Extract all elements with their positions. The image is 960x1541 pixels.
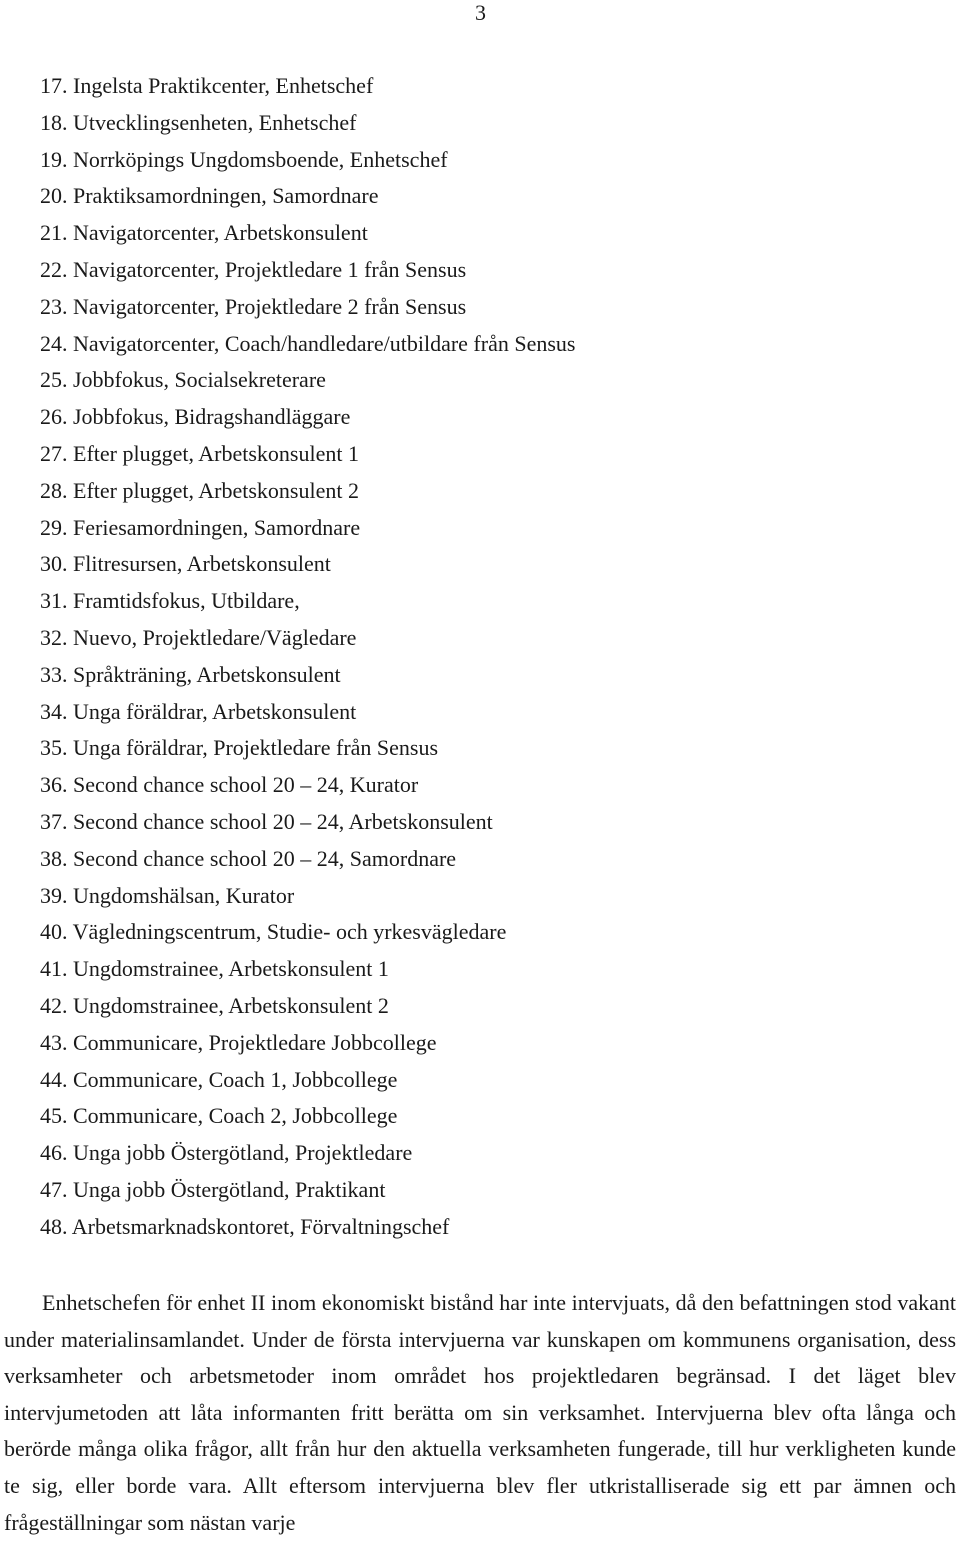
list-item-text: Praktiksamordningen, Samordnare [73, 183, 379, 209]
list-item-text: Unga jobb Östergötland, Praktikant [73, 1176, 386, 1202]
list-item-number: 47. [40, 1176, 68, 1202]
list-item-text: Ungdomshälsan, Kurator [73, 882, 295, 908]
list-item-number: 24. [40, 330, 68, 356]
list-item-number: 42. [40, 992, 68, 1018]
list-item [40, 105, 575, 142]
list-item [40, 878, 575, 915]
list-item [40, 804, 575, 841]
list-item-text: Navigatorcenter, Coach/handledare/utbildare från Sensus [73, 330, 576, 356]
list-item [40, 546, 575, 583]
list-item-number: 45. [40, 1103, 68, 1129]
list-item-text: Second chance school 20 – 24, Kurator [73, 772, 419, 798]
list-item-number: 44. [40, 1066, 68, 1092]
list-item-number: 20. [40, 183, 68, 209]
list-item-text: Ingelsta Praktikcenter, Enhetschef [73, 73, 374, 98]
list-item-text: Second chance school 20 – 24, Samordnare [73, 845, 457, 871]
list-item [40, 252, 575, 289]
list-item-number: 37. [40, 808, 68, 834]
list-item-text: Språkträning, Arbetskonsulent [73, 661, 341, 687]
list-item-number: 38. [40, 845, 68, 871]
list-item-text: Nuevo, Projektledare/Vägledare [73, 624, 357, 650]
list-item-number: 40. [40, 919, 68, 945]
list-item-text: Jobbfokus, Socialsekreterare [73, 367, 326, 393]
list-item-number: 21. [40, 220, 68, 246]
list-item [40, 767, 575, 804]
list-item-number: 23. [40, 293, 68, 319]
list-item-number: 33. [40, 661, 68, 687]
list-item [40, 68, 575, 105]
list-item-number: 31. [40, 588, 68, 614]
list-item-text: Utvecklingsenheten, Enhetschef [73, 109, 357, 135]
list-item-text: Second chance school 20 – 24, Arbetskonsulent [73, 808, 493, 834]
list-item [40, 326, 575, 363]
list-item [40, 1135, 575, 1172]
list-item [40, 362, 575, 399]
list-item [40, 399, 575, 436]
list-item [40, 841, 575, 878]
list-item-text: Communicare, Projektledare Jobbcollege [73, 1029, 437, 1055]
list-item-text: Navigatorcenter, Projektledare 2 från Sensus [73, 293, 467, 319]
list-item-text: Unga jobb Östergötland, Projektledare [73, 1140, 413, 1166]
list-item-text: Navigatorcenter, Arbetskonsulent [73, 220, 368, 246]
list-item-text: Framtidsfokus, Utbildare, [73, 588, 300, 614]
list-item [40, 1209, 575, 1246]
list-item-number: 26. [40, 404, 68, 430]
list-item-text: Vägledningscentrum, Studie- och yrkesvägledare [72, 919, 507, 945]
list-item [40, 620, 575, 657]
list-item-text: Jobbfokus, Bidragshandläggare [73, 404, 351, 430]
list-item [40, 951, 575, 988]
list-item-text: Efter plugget, Arbetskonsulent 2 [73, 477, 359, 503]
list-item-number: 28. [40, 477, 68, 503]
list-item-text: Ungdomstrainee, Arbetskonsulent 1 [73, 956, 389, 982]
list-item [40, 142, 575, 179]
list-item-number: 29. [40, 514, 68, 540]
list-item-number: 43. [40, 1029, 68, 1055]
list-item-text: Flitresursen, Arbetskonsulent [73, 551, 331, 577]
list-item [40, 694, 575, 731]
list-item [40, 1172, 575, 1209]
list-item-number: 19. [40, 146, 68, 172]
list-item [40, 473, 575, 510]
list-item-number: 25. [40, 367, 68, 393]
list-item-number: 30. [40, 551, 68, 577]
list-item-number: 32. [40, 624, 68, 650]
informant-list [40, 68, 575, 1246]
list-item-text: Ungdomstrainee, Arbetskonsulent 2 [73, 992, 389, 1018]
list-item-number: 17. [40, 73, 68, 98]
list-item [40, 914, 575, 951]
list-item-text: Unga föräldrar, Arbetskonsulent [73, 698, 357, 724]
list-item-text: Arbetsmarknadskontoret, Förvaltningschef [71, 1213, 450, 1239]
list-item-number: 46. [40, 1140, 68, 1166]
list-item-text: Efter plugget, Arbetskonsulent 1 [73, 440, 359, 466]
list-item-number: 18. [40, 109, 68, 135]
list-item [40, 289, 575, 326]
list-item [40, 215, 575, 252]
list-item [40, 436, 575, 473]
list-item-text: Norrköpings Ungdomsboende, Enhetschef [73, 146, 448, 172]
list-item [40, 730, 575, 767]
list-item-text: Navigatorcenter, Projektledare 1 från Sensus [73, 256, 467, 282]
list-item [40, 988, 575, 1025]
list-item-number: 48. [40, 1213, 68, 1239]
page-number: 3 [475, 0, 486, 25]
list-item-number: 34. [40, 698, 68, 724]
list-item [40, 1098, 575, 1135]
list-item [40, 510, 575, 547]
list-item-number: 35. [40, 735, 68, 761]
list-item [40, 1025, 575, 1062]
list-item-number: 36. [40, 772, 68, 798]
body-paragraph: Enhetschefen för enhet II inom ekonomiskt bistånd har inte intervjuats, då den befattningen stod vakant under materialinsamlandet. Under de första intervjuerna var kunskapen om kommunens organisation, dess verksamheter och arbetsmetoder inom området hos projektledaren begränsad. I det läget blev intervjumetoden att låta informanten fritt berätta om sin verksamhet. Intervjuerna blev ofta långa och berörde många olika frågor, allt från hur den aktuella verksamheten fungerade, till hur verkligheten kunde te sig, eller borde vara. Allt eftersom intervjuerna blev fler utkristalliserade sig ett par ämnen och frågeställningar som nästan varje [4, 1290, 956, 1535]
list-item-number: 41. [40, 956, 68, 982]
list-item-text: Communicare, Coach 2, Jobbcollege [73, 1103, 398, 1129]
list-item-number: 27. [40, 440, 68, 466]
list-item [40, 657, 575, 694]
list-item-text: Feriesamordningen, Samordnare [73, 514, 361, 540]
list-item [40, 1062, 575, 1099]
list-item [40, 178, 575, 215]
list-item-text: Communicare, Coach 1, Jobbcollege [73, 1066, 398, 1092]
list-item-number: 22. [40, 256, 68, 282]
list-item-number: 39. [40, 882, 68, 908]
list-item [40, 583, 575, 620]
list-item-text: Unga föräldrar, Projektledare från Sensus [73, 735, 439, 761]
